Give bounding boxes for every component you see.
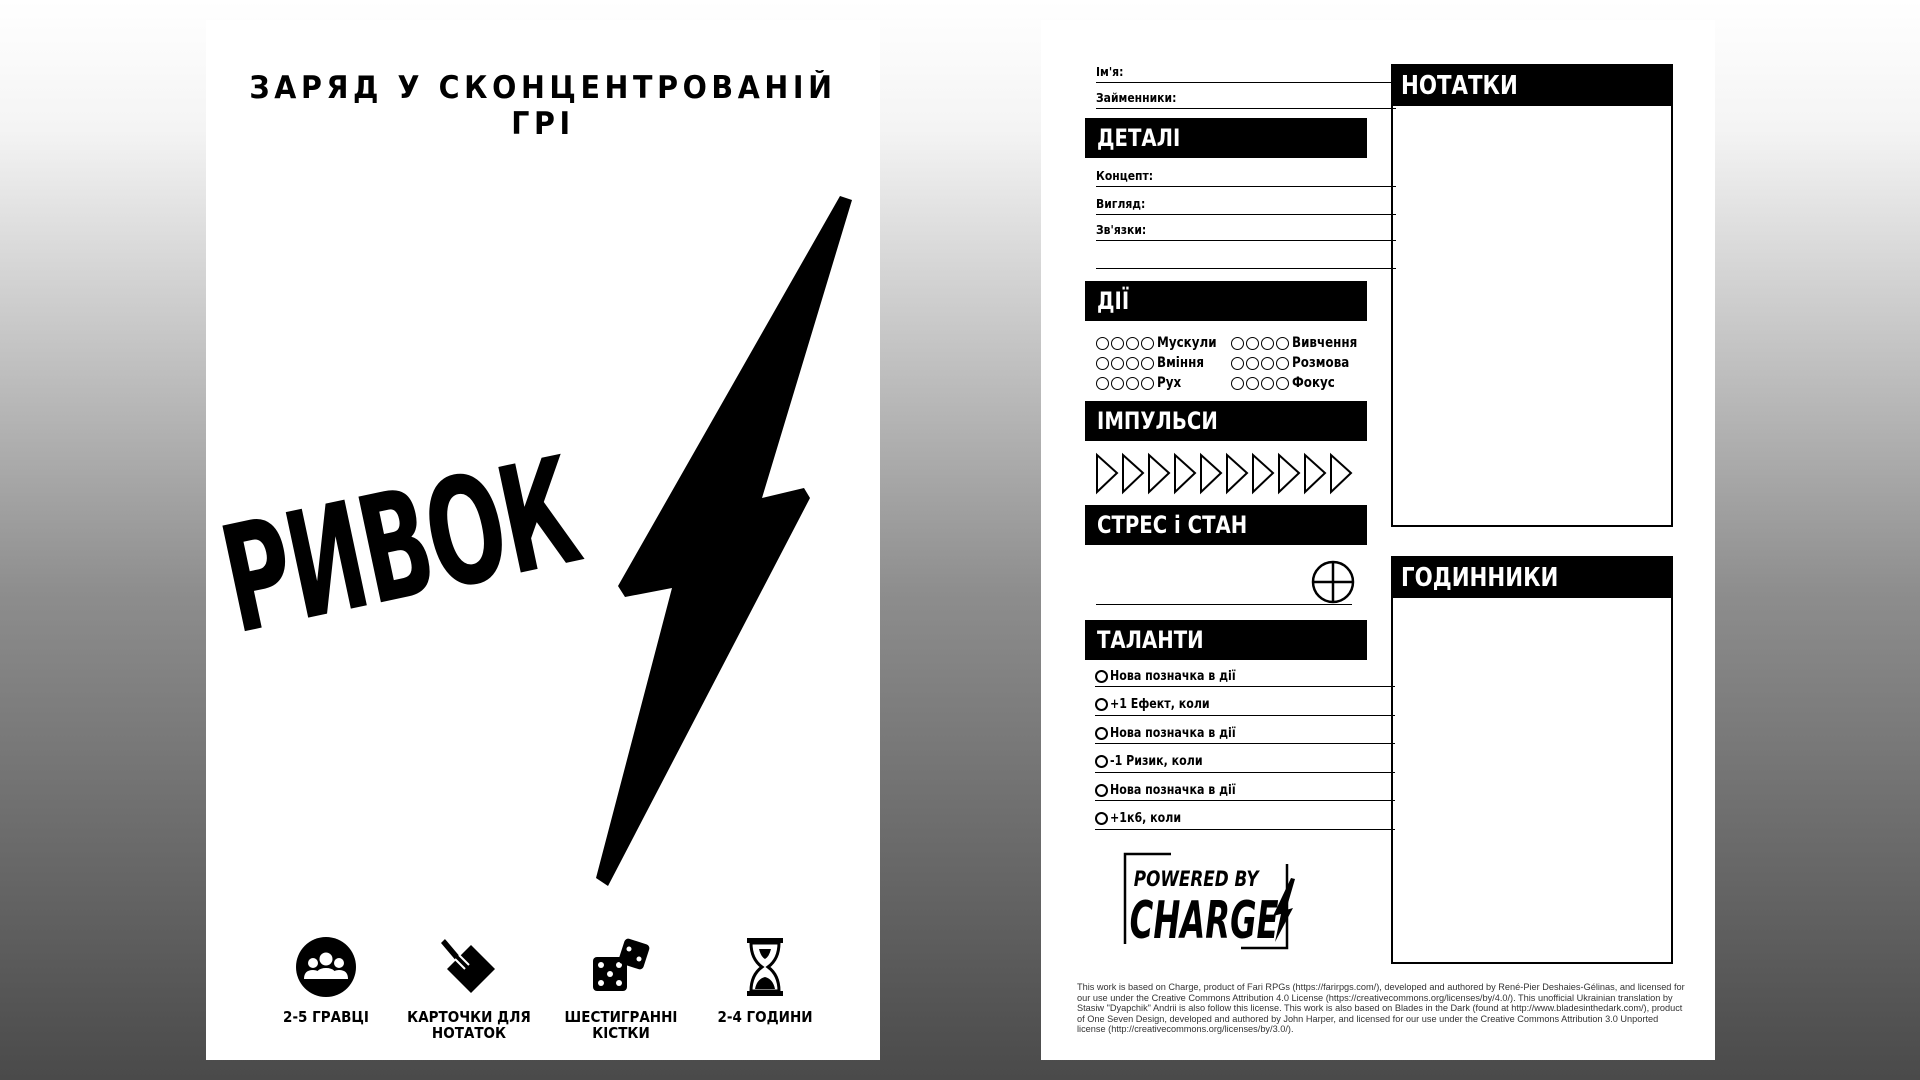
action-dot[interactable] — [1126, 377, 1139, 390]
hourglass-icon — [733, 935, 797, 999]
talent-item[interactable] — [1095, 809, 1395, 830]
action-dot[interactable] — [1126, 337, 1139, 350]
action-dot[interactable] — [1111, 337, 1124, 350]
talents-header: ТАЛАНТИ — [1085, 620, 1367, 660]
cover-page — [206, 20, 880, 1060]
notes-box[interactable] — [1391, 64, 1673, 527]
talent-item[interactable] — [1095, 695, 1395, 716]
impulse-triangle[interactable] — [1123, 455, 1143, 492]
powered-by-text: POWERED BY — [1133, 867, 1259, 892]
cover-title: РИВОК — [208, 425, 591, 668]
action-1 — [1096, 334, 1227, 352]
action-dot[interactable] — [1141, 377, 1154, 390]
clocks-header: ГОДИННИКИ — [1393, 558, 1671, 598]
impulses-header: ІМПУЛЬСИ — [1085, 401, 1367, 441]
connections-extra-line[interactable] — [1096, 250, 1396, 269]
action-label: Мускули — [1157, 335, 1217, 351]
stress-crosshair-icon[interactable] — [1309, 558, 1359, 608]
action-dot[interactable] — [1231, 337, 1244, 350]
talent-checkbox-icon[interactable] — [1095, 784, 1108, 797]
impulse-triangle[interactable] — [1331, 455, 1351, 492]
feature-note-cards — [384, 935, 554, 1041]
talent-label: -1 Ризик, коли — [1110, 754, 1203, 769]
name-field[interactable] — [1096, 64, 1396, 83]
notes-header: НОТАТКИ — [1393, 66, 1671, 106]
talent-label: Нова позначка в дії — [1110, 725, 1236, 741]
talent-label: +1к6, коли — [1110, 811, 1182, 826]
details-header: ДЕТАЛІ — [1085, 118, 1367, 158]
action-5 — [1096, 374, 1185, 392]
action-dot[interactable] — [1261, 377, 1274, 390]
action-label: Вивчення — [1292, 335, 1358, 351]
action-dot[interactable] — [1246, 377, 1259, 390]
action-4 — [1231, 354, 1359, 372]
talent-item[interactable] — [1095, 752, 1395, 773]
action-6 — [1231, 374, 1342, 392]
action-dot[interactable] — [1111, 377, 1124, 390]
pronouns-label: Займенники: — [1096, 91, 1177, 105]
talent-checkbox-icon[interactable] — [1095, 727, 1108, 740]
action-dot[interactable] — [1276, 337, 1289, 350]
feature-dice-label: ШЕСТИГРАННІ КІСТКИ — [564, 1008, 678, 1042]
action-label: Рух — [1157, 375, 1182, 391]
actions-header: ДІЇ — [1085, 281, 1367, 321]
action-dot[interactable] — [1261, 357, 1274, 370]
clocks-box[interactable] — [1391, 556, 1673, 964]
feature-duration-label: 2-4 ГОДИНИ — [717, 1008, 813, 1026]
action-dot[interactable] — [1096, 337, 1109, 350]
dice-icon — [589, 935, 653, 999]
credits-text: This work is based on Charge, product of Fari RPGs (https://farirpgs.com/), developed and authored by René-Pier Deshaies-Gélinas, and licensed for our use under the Creative Commons Attribution 4.0 License (https://creativecommons.org/licenses/by/4.0/). This unofficial Ukrainian translation by Stasiw "Dyapchik" Andrii is also follow this license. This work is also based on Blades in the Dark (found at http://www.bladesinthedark.com/), product of One Seven Design, developed and authored by John Harper, and licensed for our use under the Creative Commons Attribution 3.0 Unported license (http://creativecommons.org/licenses/by/3.0/). — [1077, 982, 1685, 1034]
action-dot[interactable] — [1126, 357, 1139, 370]
action-dot[interactable] — [1276, 377, 1289, 390]
feature-duration — [680, 935, 850, 1025]
powered-by-charge-logo — [1121, 852, 1341, 962]
talent-label: Нова позначка в дії — [1110, 668, 1236, 684]
talent-checkbox-icon[interactable] — [1095, 670, 1108, 683]
impulse-triangle[interactable] — [1149, 455, 1169, 492]
connections-label: Зв'язки: — [1096, 223, 1147, 237]
action-dot[interactable] — [1246, 337, 1259, 350]
action-dot[interactable] — [1231, 377, 1244, 390]
talent-item[interactable] — [1095, 780, 1395, 801]
players-icon — [294, 935, 358, 999]
action-dot[interactable] — [1141, 337, 1154, 350]
feature-note-cards-label: КАРТОЧКИ ДЛЯ НОТАТОК — [407, 1008, 531, 1042]
impulse-triangle[interactable] — [1175, 455, 1195, 492]
action-dot[interactable] — [1141, 357, 1154, 370]
action-dot[interactable] — [1246, 357, 1259, 370]
character-sheet — [1041, 20, 1715, 1060]
action-3 — [1096, 354, 1212, 372]
action-2 — [1231, 334, 1369, 352]
concept-field[interactable] — [1096, 168, 1396, 187]
action-dot[interactable] — [1096, 377, 1109, 390]
action-dot[interactable] — [1231, 357, 1244, 370]
look-label: Вигляд: — [1096, 197, 1146, 211]
talent-checkbox-icon[interactable] — [1095, 698, 1108, 711]
action-dot[interactable] — [1276, 357, 1289, 370]
impulse-triangle[interactable] — [1201, 455, 1221, 492]
pronouns-field[interactable] — [1096, 90, 1396, 109]
cover-subtitle: ЗАРЯД У СКОНЦЕНТРОВАНІЙ ГРІ — [249, 70, 837, 142]
action-dot[interactable] — [1096, 357, 1109, 370]
talent-label: +1 Ефект, коли — [1110, 697, 1210, 712]
action-dot[interactable] — [1111, 357, 1124, 370]
talent-item[interactable] — [1095, 666, 1395, 687]
action-label: Вміння — [1157, 355, 1204, 371]
charge-text: CHARGE — [1129, 891, 1279, 952]
impulse-triangle[interactable] — [1097, 455, 1117, 492]
impulse-triangle[interactable] — [1227, 455, 1247, 492]
name-label: Ім'я: — [1096, 65, 1124, 79]
talent-item[interactable] — [1095, 723, 1395, 744]
impulse-triangle[interactable] — [1253, 455, 1273, 492]
connections-field[interactable] — [1096, 222, 1396, 241]
impulse-triangle[interactable] — [1279, 455, 1299, 492]
action-label: Розмова — [1292, 355, 1350, 371]
talent-label: Нова позначка в дії — [1110, 782, 1236, 798]
talent-checkbox-icon[interactable] — [1095, 755, 1108, 768]
action-dot[interactable] — [1261, 337, 1274, 350]
talent-checkbox-icon[interactable] — [1095, 812, 1108, 825]
stress-header: СТРЕС і СТАН — [1085, 505, 1367, 545]
impulse-track — [1095, 452, 1355, 496]
look-field[interactable] — [1096, 196, 1396, 215]
note-cards-icon — [437, 935, 501, 999]
impulse-triangle[interactable] — [1305, 455, 1325, 492]
feature-players-label: 2-5 ГРАВЦІ — [283, 1008, 369, 1026]
concept-label: Концепт: — [1096, 169, 1154, 183]
action-label: Фокус — [1292, 375, 1335, 391]
